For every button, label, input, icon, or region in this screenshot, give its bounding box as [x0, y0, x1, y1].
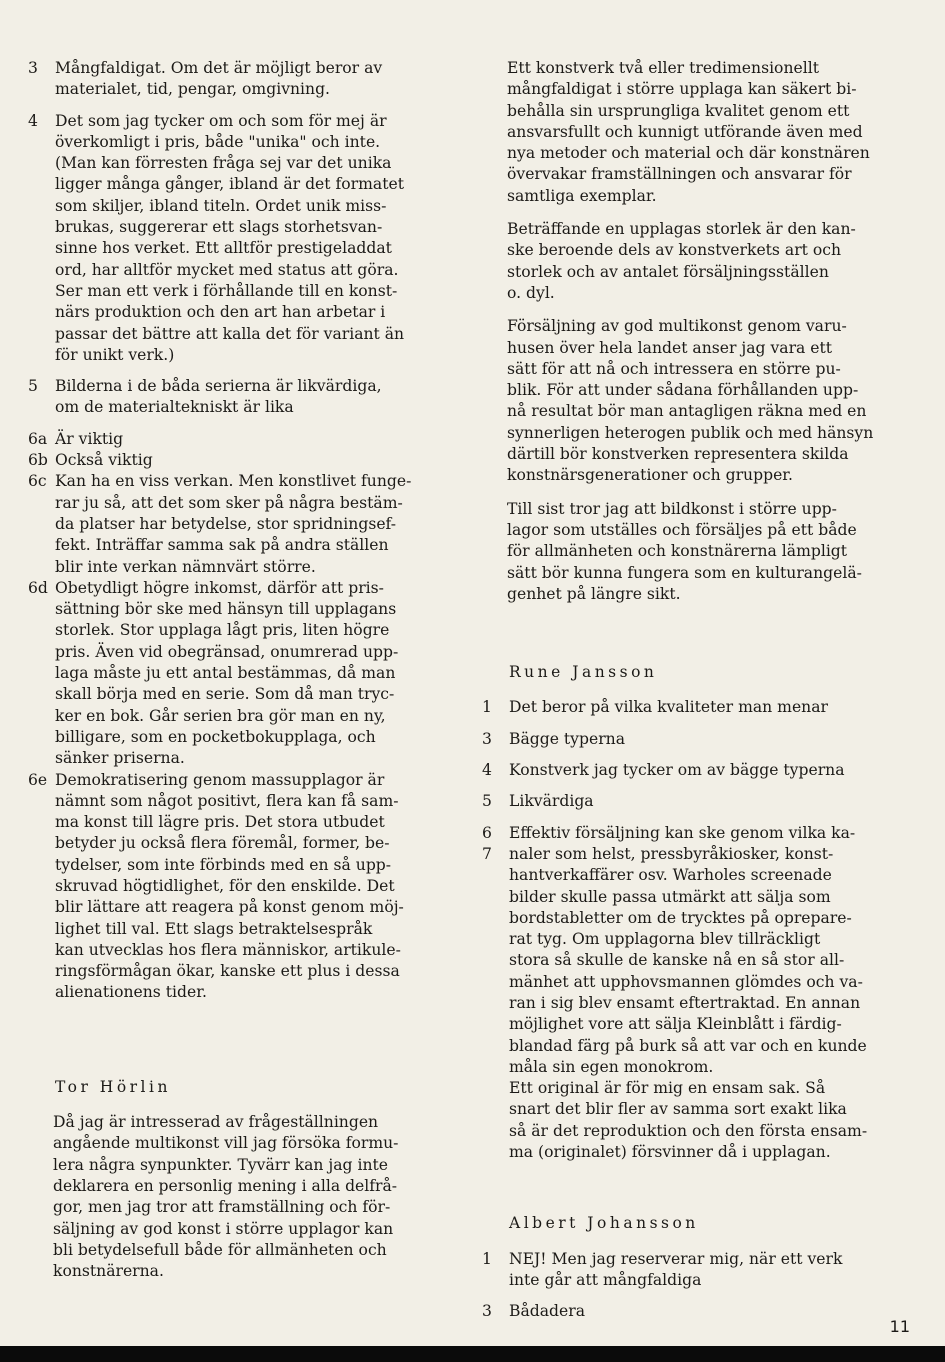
paragraph: Beträffande en upplagas storlek är den kan- ske beroende dels av konstverkets art och storlek och av antalet försäljningsställen o. dyl. [507, 220, 856, 302]
author-list [482, 697, 914, 1163]
paragraph: Försäljning av god multikonst genom varu- husen över hela landet anser jag vara ett sätt för att nå och intressera en större pu- blik. För att under sådana förhållanden upp- nå resultat bör man antagligen räkna med en synnerligen heterogen publik och med hänsyn därtill bör konstverken representera skilda konstnärsgenerationer och grupper. [507, 317, 874, 485]
author-list [482, 1249, 914, 1323]
author-text: Då jag är intresserad av frågeställningen angående multikonst vill jag försöka formu- lera några synpunkter. Tyvärr kan jag inte deklarera en personlig mening i alla delfrå- gor, men jag tror att framställning och för- säljning av god konst i större upplagor kan bli betydelsefull både för allmänheten och konstnärerna. [53, 1113, 399, 1281]
list-item: 6a Är viktig [28, 429, 124, 448]
right-column [482, 58, 914, 1333]
author-name: Rune Jansson [509, 663, 658, 682]
list-item: 6 7 Effektiv försäljning kan ske genom vilka ka- naler som helst, pressbyråkiosker, konst- hantverkaffärer osv. Warholes screenade bilder skulle passa utmärkt att sälja som bordstabletter om de trycktes på oprepare- rat tyg. Om upplagorna blev tillräckligt stora så skulle de kanske nå en så stor all- mänhet att upphovsmannen glömdes och va- ran i sig blev ensamt eftertraktad. En annan möjlighet vore att sälja Kleinblått i färdig- blandad färg på burk så att var och en kunde måla sin egen monokrom. Ett original är för mig en ensam sak. Så snart det blir fler av samma sort exakt lika så är det reproduktion och den första ensam- ma (originalet) försvinner då i upplagan. [482, 823, 868, 1162]
list-item: 6b Också viktig [28, 451, 153, 470]
list-item: 1 NEJ! Men jag reserverar mig, när ett verk inte går att mångfaldiga [482, 1249, 843, 1289]
page-number: 11 [889, 1317, 910, 1336]
list-item: 3 Mångfaldigat. Om det är möjligt beror av materialet, tid, pengar, omgivning. [28, 59, 383, 99]
list-item: 1 Det beror på vilka kvaliteter man menar [482, 698, 828, 717]
left-column [28, 58, 464, 1294]
paragraph: Ett konstverk två eller tredimensionellt mångfaldigat i större upplaga kan säkert bi- behålla sin ursprungliga kvalitet genom ett ansvarsfullt och kunnigt utförande även med nya metoder och material och där konstnären övervakar framställningen och ansvarar för samtliga exemplar. [507, 59, 870, 205]
author-name: Tor Hörlin [55, 1077, 171, 1096]
list-top [28, 58, 464, 419]
list-item: 3 Bådadera [482, 1302, 585, 1321]
author-name: Albert Johansson [509, 1214, 699, 1233]
list-6 [28, 429, 464, 1004]
list-item: 6c Kan ha en viss verkan. Men konstlivet funge- rar ju så, att det som sker på några bestäm- da platser har betydelse, stor spridningsef- fekt. Inträffar samma sak på andra ställen blir inte verkan nämnvärt större. [28, 472, 412, 576]
bottom-edge [0, 1346, 945, 1362]
paragraph: Till sist tror jag att bildkonst i större upp- lagor som utställes och försäljes på ett både för allmänheten och konstnärerna lämpligt sätt bör kunna fungera som en kulturangelä- genhet på längre sikt. [507, 499, 862, 603]
list-item: 4 Det som jag tycker om och som för mej är överkomligt i pris, både "unika" och inte. (Man kan förresten fråga sej var det unika ligger många gånger, ibland är det formatet som skiljer, ibland titeln. Ordet unik miss- brukas, suggererar ett slags storhetsvan- sinne hos verket. Ett alltför prestigeladdat ord, har alltför mycket med status att göra. Ser man ett verk i förhållande till en konst- närs produktion och den art han arbetar i passar det bättre att kalla det för variant än för unikt verk.) [28, 111, 405, 364]
list-item: 4 Konstverk jag tycker om av bägge typerna [482, 761, 845, 780]
list-item: 6d Obetydligt högre inkomst, därför att pris- sättning bör ske med hänsyn till upplagans storlek. Stor upplaga lågt pris, liten högre pris. Även vid obegränsad, onumrerad upp- laga måste ju ett antal bestämmas, då man skall börja med en serie. Som då man tryc- ker en bok. Går serien bra gör man en ny, billigare, som en pocketbokupplaga, och sänker priserna. [28, 578, 399, 768]
list-item: 6e Demokratisering genom massupplagor är nämnt som något positivt, flera kan få sam- ma konst till lägre pris. Det stora utbudet betyder ju också flera föremål, former, be- tydelser, som inte förbinds med en så upp- skruvad högtidlighet, för den enskilde. Det blir lättare att reagera på konst genom möj- lighet till val. Ett slags betraktelsespråk kan utvecklas hos flera människor, artikule- ringsförmågan ökar, kanske ett plus i dessa alienationens tider. [28, 770, 404, 1002]
list-item: 5 Likvärdiga [482, 792, 594, 811]
list-item: 5 Bilderna i de båda serierna är likvärdiga, om de materialtekniskt är lika [28, 377, 382, 417]
list-item: 3 Bägge typerna [482, 729, 625, 748]
